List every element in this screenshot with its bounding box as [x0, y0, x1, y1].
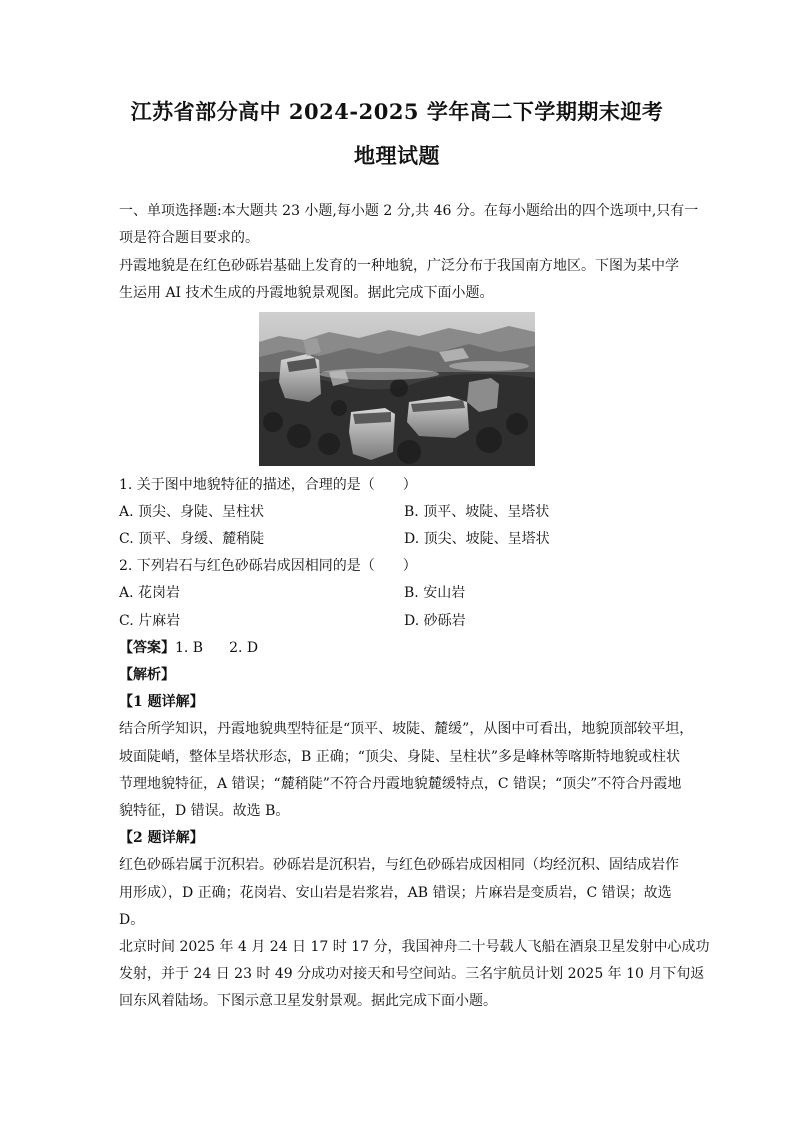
passage1-line-2: 生运用 AI 技术生成的丹霞地貌景观图。据此完成下面小题。 [119, 285, 494, 301]
page-title: 江苏省部分高中 2024-2025 学年高二下学期期末迎考 [130, 99, 664, 124]
passage1-line-1: 丹霞地貌是在红色砂砾岩基础上发育的一种地貌，广泛分布于我国南方地区。下图为某中学 [119, 258, 679, 274]
section-intro-line-1: 一、单项选择题:本大题共 23 小题,每小题 2 分,共 46 分。在每小题给出的四个选项中,只有一 [119, 203, 699, 219]
question1-option-d: D. 顶尖、坡陡、呈塔状 [404, 531, 550, 547]
analysis-q1-line-3: 节理地貌特征，A 错误；“麓稍陡”不符合丹霞地貌麓缓特点，C 错误；“顶尖”不符合丹霞地 [119, 776, 682, 792]
question1-option-c: C. 顶平、身缓、麓稍陡 [119, 531, 265, 547]
question2-option-c: C. 片麻岩 [119, 613, 181, 629]
answer-line [119, 635, 258, 662]
analysis-q1-line-2: 坡面陡峭，整体呈塔状形态，B 正确；“顶尖、身陡、呈柱状”多是峰林等喀斯特地貌或柱状 [119, 749, 681, 765]
passage2-line-1: 北京时间 2025 年 4 月 24 日 17 时 17 分，我国神舟二十号载人飞船在酒泉卫星发射中心成功 [119, 939, 710, 955]
analysis-q2-label: 【2 题详解】 [119, 830, 204, 846]
analysis-q2-line-2: 用形成），D 正确；花岗岩、安山岩是岩浆岩，AB 错误；片麻岩是变质岩，C 错误；故选 [119, 885, 672, 901]
question2-option-d: D. 砂砾岩 [404, 613, 466, 629]
analysis-q2-line-3: D。 [119, 912, 145, 928]
analysis-q2-line-1: 红色砂砾岩属于沉积岩。砂砾岩是沉积岩，与红色砂砾岩成因相同（均经沉积、固结成岩作 [119, 857, 679, 873]
section-intro-line-2: 项是符合题目要求的。 [119, 230, 259, 246]
passage2-line-2: 发射，并于 24 日 23 时 49 分成功对接天和号空间站。三名宇航员计划 2025 年 10 月下旬返 [119, 966, 705, 982]
analysis-q1-line-4: 貌特征，D 错误。故选 B。 [119, 803, 290, 819]
analysis-label: 【解析】 [119, 667, 175, 683]
analysis-q1-label: 【1 题详解】 [119, 694, 204, 710]
danxia-landscape-photo [259, 312, 535, 466]
page-subtitle: 地理试题 [354, 143, 440, 168]
analysis-q1-line-1: 结合所学知识，丹霞地貌典型特征是“顶平、坡陡、麓缓”，从图中可看出，地貌顶部较平坦， [119, 721, 694, 737]
answer-label: 【答案】 [119, 640, 175, 656]
question2-option-b: B. 安山岩 [404, 585, 466, 601]
question1-stem: 1. 关于图中地貌特征的描述，合理的是（ ） [119, 477, 417, 493]
question1-option-a: A. 顶尖、身陡、呈柱状 [119, 504, 265, 520]
question2-stem: 2. 下列岩石与红色砂砾岩成因相同的是（ ） [119, 558, 417, 574]
answer-2: 2. D [229, 640, 259, 656]
question2-option-a: A. 花岗岩 [119, 585, 181, 601]
question1-option-b: B. 顶平、坡陡、呈塔状 [404, 504, 550, 520]
passage2-line-3: 回东风着陆场。下图示意卫星发射景观。据此完成下面小题。 [119, 993, 497, 1009]
answer-1: 1. B [175, 640, 204, 656]
